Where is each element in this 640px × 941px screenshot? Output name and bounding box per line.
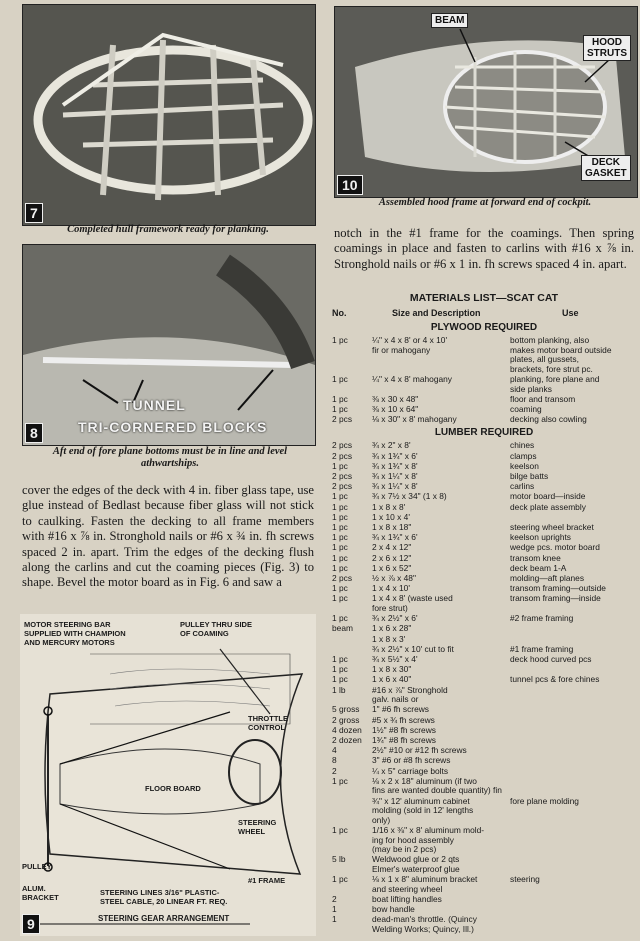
figure-7-number: 7 [25,203,43,223]
materials-cell-use: wedge pcs. motor board [510,542,600,553]
materials-cell-size: ¾ x 1¾" x 8' [372,460,418,471]
materials-cell-size: #16 x ⅞" Stronghold galv. nails or [372,684,448,705]
materials-cell-size: 1 x 4 x 10' [372,583,410,594]
materials-cell-use: coaming [510,404,542,414]
materials-cell-no: 1 pc [332,522,348,532]
floor-board-label: FLOOR BOARD [145,784,201,793]
figure-9-diagram [20,614,316,936]
materials-cell-no: 8 [332,755,337,766]
materials-cell-use: floor and transom [510,393,576,404]
materials-cell-no: 1 pc [332,460,348,471]
materials-cell-use: bilge batts [510,471,549,481]
materials-cell-no: 1 pc [332,532,348,543]
materials-cell-no: 2 [332,765,337,776]
materials-cell-use: tunnel pcs & fore chines [510,674,600,685]
materials-cell-size: ¼" x 4 x 8' mahogany [372,374,452,384]
materials-cell-no: 1 pc [332,511,348,522]
materials-cell-size: ¼" x 4 x 8' or 4 x 10' fir or mahogany [372,335,448,355]
materials-cell-use: #1 frame framing [510,643,574,654]
materials-section-title: PLYWOOD REQUIRED [430,322,538,333]
materials-cell-size: 1 x 4 x 8' (waste used fore strut) [372,593,453,613]
materials-cell-no: 1 pc [332,335,348,345]
header-no: No. [332,308,347,318]
materials-cell-size: ¾ x 1¼" x 8' [372,481,418,492]
materials-cell-use: deck beam 1-A [510,562,567,573]
materials-cell-size: ¾ x 2" x 8' [372,440,411,451]
header-use: Use [562,308,579,318]
materials-cell-no: 1 lb [332,684,346,695]
materials-cell-no: 5 gross [332,704,360,715]
materials-cell-size: 1 x 6 x 40" [372,674,412,685]
header-size: Size and Description [392,308,481,318]
materials-cell-size: 1 x 6 x 52" [372,562,412,573]
materials-cell-use: deck hood curved pcs [510,654,592,664]
materials-cell-no: 1 pc [332,674,348,685]
materials-cell-size: ¾ x 7½ x 34" (1 x 8) [372,491,447,502]
materials-cell-size: ¾ x 2½" x 6' [372,613,418,624]
materials-list [332,292,636,937]
materials-cell-use: deck plate assembly [510,501,586,512]
materials-cell-size: 1¾" #8 fh screws [372,735,436,745]
materials-cell-use: planking, fore plane and side planks [510,374,600,394]
materials-cell-size: ⅜ x 30 x 48" [372,393,419,404]
materials-cell-use: steering wheel bracket [510,522,594,532]
materials-cell-use: #2 frame framing [510,613,574,624]
materials-cell-size: ¾ x 5½" x 4' [372,654,418,664]
materials-cell-size: 3" #6 or #8 fh screws [372,755,451,766]
materials-cell-no: 1 pc [332,552,348,563]
materials-cell-size: ¾ x 1¼" x 8' [372,471,418,481]
figure-8-caption: Aft end of fore plane bottoms must be in line and level athwartships. [52,446,288,469]
hull-framework-illustration [23,5,315,225]
deck-gasket-label: DECK GASKET [581,155,631,181]
materials-cell-size: 1 x 6 x 28" [372,623,412,634]
materials-cell-no: 1 pc [332,775,348,786]
materials-cell-size: 1½" #8 fh screws [372,724,436,735]
materials-cell-size: 1 x 10 x 4' [372,511,410,522]
materials-cell-size: 1/16 x ⅜" x 8' aluminum mold- ing for hood assembly (may be in 2 pcs) [372,825,485,855]
materials-cell-size: 2 x 6 x 12" [372,552,412,563]
materials-cell-size: 1 x 8 x 8' [372,501,406,512]
figure-9-title: STEERING GEAR ARRANGEMENT [98,914,230,923]
left-body-text: cover the edges of the deck with 4 in. fiber glass tape, use glue instead of Bedlast because fiber glass will not stick to caulking. Fasten the decking to all frame members with #16 x ⅞ in. Stronghold nails or #6 x ¾ in. fh screws spaced 2 in. apart. Trim the edges of the decking flush along the carlins and cut the coaming pieces (Fig. 3) to shape. Bevel the motor board as in Fig. 6 and saw a [22,483,314,590]
figure-7-photo [22,4,316,226]
beam-label: BEAM [431,13,468,28]
materials-cell-no: 2 pcs [332,440,353,451]
materials-cell-no: 1 pc [332,393,348,404]
materials-cell-size: 1 x 8 x 30" [372,664,412,675]
figure-10-number: 10 [337,175,363,195]
materials-cell-use: keelson uprights [510,532,571,543]
materials-cell-use: steering [510,874,540,885]
materials-cell-use: fore plane molding [510,795,579,806]
materials-cell-size: ⅛ x 1 x 8" aluminum bracket and steering wheel [372,874,478,894]
materials-cell-no: 2 pcs [332,481,353,492]
materials-cell-no: 1 pc [332,613,348,624]
materials-cell-no: 1 [332,914,337,925]
alum-bracket-label: ALUM. BRACKET [22,884,59,902]
figure-9-number: 9 [22,914,40,934]
materials-cell-no: 1 pc [332,562,348,573]
figure-10-photo [334,6,638,198]
materials-cell-use: clamps [510,450,537,461]
materials-cell-size: boat lifting handles [372,894,442,904]
materials-cell-size: bow handle [372,904,415,915]
throttle-control-label: THROTTLE CONTROL [248,714,288,732]
materials-cell-no: 2 gross [332,714,360,725]
materials-cell-no: 1 pc [332,583,348,594]
materials-cell-no: 1 pc [332,501,348,512]
materials-cell-size: ½ x ⅞ x 48" [372,573,416,583]
materials-cell-size: #5 x ¾ fh screws [372,714,435,725]
materials-cell-size: ¾ x 1¾" x 6' [372,450,418,461]
materials-cell-use: motor board—inside [510,491,586,502]
materials-cell-no: 1 pc [332,374,348,384]
materials-cell-no: beam [332,623,353,634]
frame-1-label: #1 FRAME [248,876,286,885]
materials-cell-size: 1 x 8 x 3' [372,633,406,644]
materials-cell-no: 1 pc [332,593,348,604]
materials-section-title: LUMBER REQUIRED [434,427,534,439]
materials-cell-size: ¼ x 5" carriage bolts [372,765,449,776]
pulley-label: PULLEY [22,862,52,871]
materials-cell-size: ¾ x 1¾" x 6' [372,532,418,543]
figure-7-caption: Completed hull framework ready for planking. [67,224,269,235]
materials-cell-no: 5 lb [332,854,346,865]
materials-cell-size: ¾" x 12' aluminum cabinet molding (sold in 12' lengths only) [372,795,474,825]
materials-cell-no: 4 [332,745,337,756]
materials-cell-no: 1 pc [332,825,348,835]
materials-cell-size: Weldwood glue or 2 qts Elmer's waterproof glue [372,854,460,874]
materials-cell-size: 1" #6 fh screws [372,704,429,715]
materials-cell-no: 1 [332,904,337,915]
materials-cell-use: bottom planking, also makes motor board outside plates, all gussets, brackets, fore strut pc. [510,335,612,374]
steering-wheel-label: STEERING WHEEL [238,818,277,836]
materials-cell-size: ⅛ x 2 x 18" aluminum (if two fins are wanted double quantity) fin [372,775,502,796]
materials-cell-use: chines [510,440,535,451]
figure-8-photo [22,244,316,446]
materials-cell-size: 2 x 4 x 12" [372,542,412,553]
figure-10-caption: Assembled hood frame at forward end of cockpit. [378,197,592,208]
materials-cell-use: transom knee [510,552,561,563]
materials-cell-no: 2 pcs [332,471,353,481]
motor-steering-bar-label: MOTOR STEERING BAR SUPPLIED WITH CHAMPION AND MERCURY MOTORS [24,620,126,647]
materials-cell-size: ¾ x 2½" x 10' cut to fit [372,643,454,654]
figure-8-number: 8 [25,423,43,443]
materials-cell-size: 2½" #10 or #12 fh screws [372,745,467,756]
materials-cell-no: 1 pc [332,654,348,664]
pulley-thru-coaming-label: PULLEY THRU SIDE OF COAMING [180,620,252,638]
materials-cell-size: 1 x 8 x 18" [372,522,412,532]
materials-cell-size: ⅛ x 30" x 8' mahogany [372,414,457,425]
materials-cell-no: 2 pcs [332,573,353,583]
fore-plane-illustration [23,245,315,445]
materials-cell-use: transom framing—inside [510,593,601,604]
materials-cell-no: 2 dozen [332,735,362,745]
materials-cell-size: dead-man's throttle. (Quincy Welding Works; Quincy, Ill.) [372,914,477,934]
hood-struts-label: HOOD STRUTS [583,35,631,61]
materials-title: MATERIALS LIST—SCAT CAT [409,292,559,304]
materials-cell-no: 1 pc [332,404,348,414]
materials-cell-no: 1 pc [332,664,348,675]
materials-cell-use: transom framing—outside [510,583,606,594]
materials-cell-use: keelson [510,460,539,471]
tri-cornered-blocks-label: TRI-CORNERED BLOCKS [78,419,268,435]
materials-cell-no: 1 pc [332,491,348,502]
materials-cell-use: decking also cowling [510,414,587,425]
tunnel-label: TUNNEL [123,397,186,413]
materials-cell-use: molding—aft planes [510,573,585,583]
materials-cell-no: 1 pc [332,542,348,553]
materials-cell-no: 4 dozen [332,724,362,735]
materials-cell-no: 2 pcs [332,414,353,425]
materials-cell-no: 2 [332,894,337,904]
steering-lines-label: STEERING LINES 3/16" PLASTIC- STEEL CABLE, 20 LINEAR FT. REQ. [100,888,228,906]
materials-cell-no: 2 pcs [332,450,353,461]
right-body-text: notch in the #1 frame for the coamings. Then spring coamings in place and fasten to carlins with #16 x ⅞ in. Stronghold nails or #6 x 1 in. fh screws spaced 4 in. apart. [334,226,634,271]
materials-cell-size: ⅜ x 10 x 64" [372,404,419,414]
materials-cell-use: carlins [510,481,535,492]
materials-cell-no: 1 pc [332,874,348,885]
